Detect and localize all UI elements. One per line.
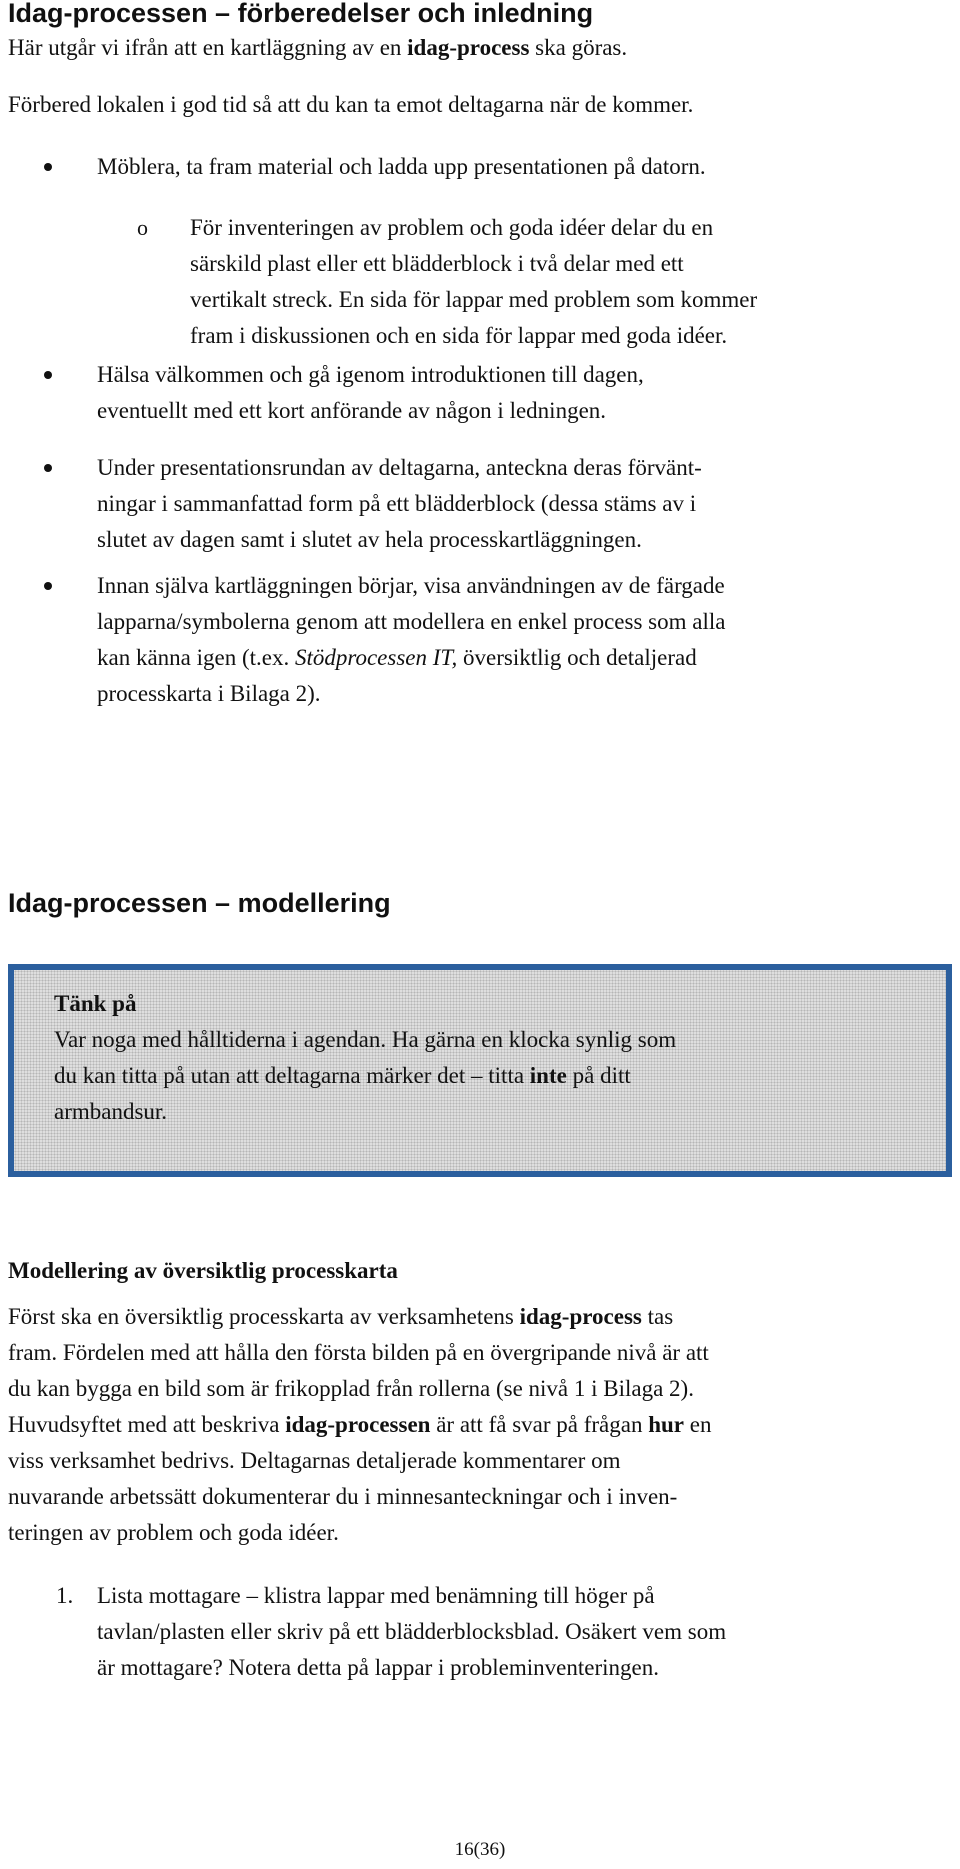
bullet-item-2: Hälsa välkommen och gå igenom introduktionen till dagen, eventuellt med ett kort anförande av någon i ledningen. xyxy=(97,362,644,423)
bullet-marker xyxy=(44,568,56,590)
bullet-marker xyxy=(44,149,56,171)
numbered-item-1: Lista mottagare – klistra lappar med benämning till höger på tavlan/plasten eller skriv på ett blädderblocksblad. Osäkert vem som är mottagare? Notera detta på lappar i probleminventeringen. xyxy=(97,1583,727,1680)
tip-box xyxy=(8,964,952,1177)
sub-bullet-marker: o xyxy=(137,215,148,240)
bullet-item-1: Möblera, ta fram material och ladda upp presentationen på datorn. xyxy=(97,154,706,179)
list-number: 1. xyxy=(56,1583,74,1608)
bullet-marker xyxy=(44,357,56,379)
bullet-item-3: Under presentationsrundan av deltagarna, anteckna deras förvänt- ningar i sammanfattad form på ett blädderblock (dessa stäms av i slutet av dagen samt i slutet av hela processkartläggningen. xyxy=(97,455,702,552)
tip-title: Tänk på xyxy=(54,991,137,1016)
page-number: 16(36) xyxy=(454,1839,506,1860)
prep-paragraph: Förbered lokalen i god tid så att du kan ta emot deltagarna när de kommer. xyxy=(8,92,694,117)
section-heading-preparation: Idag-processen – förberedelser och inledning xyxy=(8,0,594,28)
intro-paragraph: Här utgår vi ifrån att en kartläggning av en idag-process ska göras. xyxy=(8,35,628,60)
sub-bullet-item-1: För inventeringen av problem och goda idéer delar du en särskild plast eller ett blädderblock i två delar med ett vertikalt streck. En sida för lappar med problem som kommer fram i diskussionen och en sida för lappar med goda idéer. xyxy=(190,215,758,348)
bullet-item-4: Innan själva kartläggningen börjar, visa användningen av de färgade lapparna/symbolerna genom att modellera en enkel process som alla kan känna igen (t.ex. Stödprocessen IT, översiktlig och detaljerad processkarta i Bilaga 2). xyxy=(97,573,726,706)
bullet-marker xyxy=(44,450,56,472)
section-heading-modelling: Idag-processen – modellering xyxy=(8,888,391,918)
tip-text: Var noga med hålltiderna i agendan. Ha gärna en klocka synlig som du kan titta på utan att deltagarna märker det – titta inte på ditt armbandsur. xyxy=(54,1027,677,1124)
section3-paragraph: Först ska en översiktlig processkarta av verksamhetens idag-process tas fram. Fördelen med att hålla den första bilden på en övergripande nivå är att du kan bygga en bild som är frikopplad från rollerna (se nivå 1 i Bilaga 2). Huvudsyftet med att beskriva idag-processen är att få svar på frågan hur en viss verksamhet bedrivs. Deltagarnas detaljerade kommentarer om nuvarande arbetssätt dokumenterar du i minnesanteckningar och i inven- teringen av problem och goda idéer. xyxy=(8,1304,712,1545)
subsection-heading: Modellering av översiktlig processkarta xyxy=(8,1258,398,1283)
